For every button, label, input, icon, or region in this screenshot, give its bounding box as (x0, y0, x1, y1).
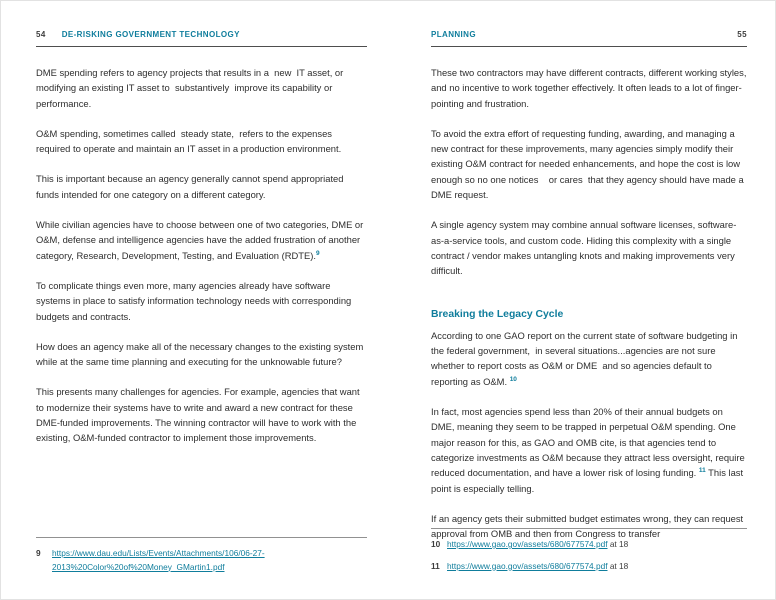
page-body-left (36, 65, 367, 461)
footnotes-left (36, 537, 367, 582)
footnote-number: 10 (431, 539, 441, 549)
paragraph: This is important because an agency generally cannot spend appropriated funds intended for one category on a different category. (36, 173, 347, 200)
page-body-right (431, 65, 750, 556)
footnotes-right (431, 528, 747, 581)
paragraph: In fact, most agencies spend less than 20% of their annual budgets on DME, meaning they seem to be trapped in perpetual O&M spending. One major reason for this, as GAO and OMB cite, is that agencies tend to categorize investments as O&M because they attract less oversight, require reduced documentation, and have a lower risk of losing funding. $^{11}$ This last point is especially telling. (431, 406, 748, 494)
footnote-reference: 10 (509, 375, 517, 383)
footnote-link[interactable]: https://www.gao.gov/assets/680/677574.pdf (447, 539, 608, 549)
paragraph: A single agency system may combine annual software licenses, software-as-a-service tools, and custom code. Hiding this complexity with a single contract / vendor makes untangling knots and making improvements very difficult. (431, 219, 738, 277)
running-title-right: PLANNING (431, 30, 476, 39)
paragraph: According to one GAO report on the current state of software budgeting in the federal government, in several situations...agencies are not sure whether to report costs as O&M or DME and so agencies default to reporting as O&M. $^{10}$ (431, 329, 741, 387)
page-54 (36, 1, 367, 600)
paragraph: If an agency gets their submitted budget estimates wrong, they can request approval from OMB and then from Congress to transfer (431, 512, 746, 540)
footnote-number: 9 (36, 548, 41, 558)
paragraph: This presents many challenges for agencies. For example, agencies that want to modernize their systems have to write and award a new contract for these DME-funded improvements. The winning contractor will have to work with the existing, O&M-funded contractor to implement those improvements. (36, 386, 363, 444)
page-header-right (431, 30, 747, 47)
footnote-link[interactable]: https://www.dau.edu/Lists/Events/Attachments/106/06-27-2013%20Color%20of%20Money_GMartin1.pdf (52, 548, 265, 572)
paragraph: How does an agency make all of the necessary changes to the existing system while at the same time planning and executing for the unknowable future? (36, 340, 366, 368)
section-heading: Breaking the Legacy Cycle (431, 308, 564, 320)
paragraph: To avoid the extra effort of requesting funding, awarding, and managing a new contract for these improvements, many agencies simply modify their existing O&M contract for needed enhancements, and hope the cost is low enough so no one notices or cares that they agency should have made a DME request. (431, 127, 747, 201)
paragraph: While civilian agencies have to choose between one of two categories, DME or O&M, defense and intelligence agencies have the added frustration of another category, Research, Development, Testing, and Evaluation (RDTE).$^9$ (36, 219, 366, 261)
footnote-link[interactable]: https://www.gao.gov/assets/680/677574.pdf (447, 560, 608, 571)
paragraph: These two contractors may have different contracts, different working styles, and no incentive to work together effectively. It often leads to a lot of finger-pointing and frustration. (431, 67, 750, 109)
page-number-left: 54 (36, 30, 46, 39)
footnote-10 (431, 538, 747, 552)
footnote-suffix: at 18 (607, 560, 629, 571)
footnote-suffix: at 18 (607, 539, 629, 549)
footnote-reference: 9 (316, 249, 320, 257)
page-55 (431, 1, 750, 600)
footnote-9 (36, 547, 367, 574)
footnote-11 (431, 560, 747, 574)
paragraph: To complicate things even more, many agencies already have software systems in place to satisfy information technology needs with corresponding budgets and contracts. (36, 279, 354, 322)
page-header-left (36, 30, 367, 47)
running-title-left: DE-RISKING GOVERNMENT TECHNOLOGY (61, 30, 240, 39)
paragraph: O&M spending, sometimes called steady state, refers to the expenses required to operate and maintain an IT asset in a production environment. (36, 127, 342, 155)
footnote-number: 11 (431, 560, 440, 571)
paragraph: DME spending refers to agency projects that results in a new IT asset, or modifying an existing IT asset to substantively improve its capability or performance. (36, 67, 346, 109)
page-number-right: 55 (737, 30, 747, 39)
footnote-reference: 11 (698, 467, 706, 475)
